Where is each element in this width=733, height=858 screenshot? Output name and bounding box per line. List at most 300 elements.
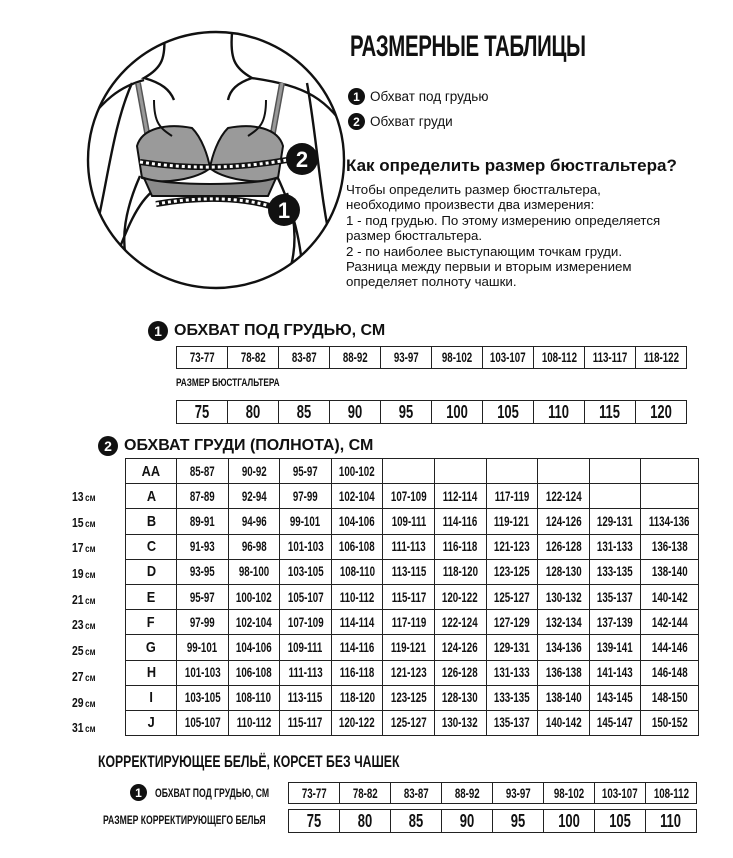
bust-range-cell [538, 710, 590, 735]
bust-range-cell [538, 459, 590, 484]
cup-difference-value: 31 [72, 720, 84, 736]
bust-range-cell [538, 610, 590, 635]
bust-range-cell [589, 459, 641, 484]
bust-range-cell [331, 685, 383, 710]
bra-size-cell-text: 105 [497, 401, 519, 422]
bust-range-cell-text: 115-117 [391, 589, 426, 605]
bust-range-cell-text: 127-129 [494, 614, 530, 630]
bust-range-cell [177, 509, 229, 534]
cup-difference-unit: см [85, 672, 96, 684]
section1-title: ОБХВАТ ПОД ГРУДЬЮ, СМ [174, 322, 386, 339]
bust-range-cell-text: 119-121 [391, 639, 427, 655]
how-to-line: Чтобы определить размер бюстгальтера, [346, 182, 601, 197]
bust-range-cell-text: 140-142 [651, 589, 688, 605]
cup-letter-cell-text: I [149, 689, 153, 707]
bust-range-cell-text: 95-97 [189, 589, 215, 605]
shapewear-range-cell [289, 783, 340, 804]
cup-letter-cell [126, 534, 177, 559]
bust-range-cell-text: 119-121 [494, 513, 530, 529]
bust-range-cell [177, 484, 229, 509]
bust-range-cell-text: 130-132 [545, 589, 582, 605]
bust-range-cell-text: 123-125 [390, 690, 427, 706]
bust-range-cell-text: 114-114 [339, 614, 375, 630]
bust-range-cell [538, 685, 590, 710]
bust-range-cell-text: 91-93 [189, 539, 215, 555]
bust-range-cell-text: 142-144 [651, 614, 688, 630]
shapewear-range-cell-text: 93-97 [505, 785, 531, 801]
bust-range-cell-text: 135-137 [597, 589, 633, 605]
bust-range-cell [383, 660, 435, 685]
underbust-range-cell [381, 347, 432, 369]
underbust-range-cell-text: 103-107 [490, 350, 526, 365]
bust-range-cell [434, 635, 486, 660]
bust-range-cell [228, 610, 280, 635]
bust-range-cell [538, 484, 590, 509]
shapewear-size-cell [391, 810, 442, 833]
bust-range-cell [177, 534, 229, 559]
shapewear-range-cell [595, 783, 646, 804]
underbust-range-cell [330, 347, 381, 369]
bust-range-cell-text: 107-109 [390, 488, 427, 504]
cup-letter-cell [126, 610, 177, 635]
bust-range-cell [434, 685, 486, 710]
bust-range-cell [228, 710, 280, 735]
bust-range-cell [331, 660, 383, 685]
bust-range-cell [228, 509, 280, 534]
cup-difference-value: 13 [72, 489, 84, 504]
underbust-range-cell-text: 108-112 [541, 350, 577, 365]
bust-range-cell-text: 101-103 [184, 665, 221, 681]
legend-item-underbust [348, 88, 488, 105]
bust-range-cell-text: 111-113 [391, 539, 426, 555]
bra-size-table [176, 400, 687, 424]
bra-size-cell [228, 401, 279, 424]
section1-heading [148, 321, 385, 341]
bust-range-cell-text: 126-128 [545, 539, 582, 555]
bust-range-cell [486, 484, 538, 509]
bust-range-cell-text: 118-120 [339, 690, 375, 706]
shapewear-range-cell-text: 88-92 [454, 785, 480, 801]
bra-size-cell-text: 95 [398, 401, 414, 422]
bust-range-cell-text: 99-101 [187, 639, 218, 655]
bust-range-cell-text: 105-107 [184, 715, 221, 731]
underbust-range-cell-text: 88-92 [342, 350, 368, 365]
bust-range-cell-text: 150-152 [651, 715, 688, 731]
bust-range-cell [331, 534, 383, 559]
bust-range-cell [383, 685, 435, 710]
cup-row [126, 660, 699, 685]
cup-difference-unit: см [85, 570, 96, 582]
legend-label: Обхват под грудью [370, 89, 489, 104]
bust-range-cell-text: 117-119 [391, 614, 426, 630]
bust-range-cell [641, 459, 698, 484]
underbust-range-cell [177, 347, 228, 369]
number-1-icon: 1 [148, 321, 168, 341]
bust-range-cell-text: 120-122 [339, 715, 375, 731]
bust-range-cell [383, 509, 435, 534]
cup-difference-label [72, 715, 101, 741]
how-to-line: 2 - по наиболее выступающим точкам груди. [346, 243, 623, 259]
bust-range-cell [280, 685, 332, 710]
bust-range-cell [228, 584, 280, 609]
bust-range-cell-text: 97-99 [189, 614, 215, 630]
bust-range-cell [228, 534, 280, 559]
bust-range-cell [383, 459, 435, 484]
bust-range-cell-text: 118-120 [442, 564, 478, 580]
bust-range-cell-text: 103-105 [184, 690, 221, 706]
bust-range-cell [331, 559, 383, 584]
cup-difference-value: 27 [72, 668, 84, 684]
cup-difference-unit: см [85, 698, 96, 710]
cup-difference-label [72, 612, 101, 638]
shapewear-size-cell-text: 100 [558, 810, 580, 831]
bust-range-cell [641, 610, 698, 635]
bust-range-cell-text: 136-138 [545, 665, 582, 681]
shapewear-size-cell [646, 810, 697, 833]
bust-range-cell-text: 137-139 [597, 614, 633, 630]
bust-range-cell [383, 584, 435, 609]
cup-row [126, 635, 699, 660]
how-to-line: определяет полноту чашки. [346, 274, 517, 290]
bust-range-cell-text: 107-109 [287, 614, 324, 630]
cup-difference-unit: см [85, 724, 96, 736]
bust-range-cell-text: 96-98 [241, 539, 267, 555]
bust-range-cell-text: 132-134 [545, 614, 582, 630]
bust-range-cell [486, 710, 538, 735]
shapewear-underbust-label-text: ОБХВАТ ПОД ГРУДЬЮ, СМ [155, 785, 270, 800]
how-to-line: размер бюстгальтера. [346, 228, 483, 244]
bust-range-cell-text: 102-104 [236, 614, 272, 630]
cup-letter-cell-text: G [146, 638, 156, 656]
bust-range-cell-text: 114-116 [339, 639, 375, 655]
bust-range-cell-text: 92-94 [241, 488, 267, 504]
bust-range-cell-text: 146-148 [651, 665, 688, 681]
bust-range-cell-text: 111-113 [288, 665, 323, 681]
bust-range-cell [538, 534, 590, 559]
cup-letter-cell-text: B [146, 512, 156, 530]
cup-row [126, 610, 699, 635]
bra-size-cell [330, 401, 381, 424]
bust-range-cell [486, 584, 538, 609]
bust-range-cell [331, 710, 383, 735]
bust-range-cell-text: 113-115 [391, 564, 426, 580]
bust-range-cell [434, 484, 486, 509]
shapewear-size-cell-text: 105 [609, 810, 631, 831]
bust-range-cell [434, 710, 486, 735]
shapewear-range-cell [646, 783, 697, 804]
bra-size-label-text: РАЗМЕР БЮСТГАЛЬТЕРА [176, 377, 280, 389]
bust-range-cell-text: 110-112 [236, 715, 272, 731]
how-to-text [346, 182, 731, 290]
cup-letter-cell-text: A [146, 487, 156, 505]
bust-range-cell-text: 103-105 [287, 564, 324, 580]
bust-range-cell-text: 106-108 [339, 539, 375, 555]
shapewear-size-cell-text: 90 [459, 810, 475, 831]
bra-measurement-illustration [82, 28, 350, 292]
underbust-range-cell-text: 73-77 [189, 350, 215, 365]
bust-range-cell [589, 559, 641, 584]
bust-range-cell [331, 635, 383, 660]
shapewear-size-cell [493, 810, 544, 833]
cup-row [126, 710, 699, 735]
bust-range-cell [177, 710, 229, 735]
shapewear-size-cell-text: 75 [306, 810, 322, 831]
bust-range-cell [280, 509, 332, 534]
bust-range-cell-text: 128-130 [442, 690, 479, 706]
cup-difference-label [72, 510, 101, 536]
bust-range-cell-text: 94-96 [241, 513, 267, 529]
cup-letter-cell [126, 509, 177, 534]
bust-range-cell-text: 138-140 [545, 690, 582, 706]
bust-range-cell [331, 584, 383, 609]
bust-range-cell-text: 106-108 [236, 665, 272, 681]
cup-difference-value: 25 [72, 643, 84, 659]
cup-letter-cell [126, 635, 177, 660]
bust-range-cell [177, 610, 229, 635]
underbust-range-cell [228, 347, 279, 369]
shapewear-range-cell-text: 78-82 [352, 785, 378, 801]
legend-item-bust [348, 113, 453, 130]
bust-range-cell-text: 141-143 [597, 665, 633, 681]
cup-difference-value: 15 [72, 514, 84, 530]
bra-size-cell [279, 401, 330, 424]
shapewear-size-cell-text: 80 [357, 810, 373, 831]
underbust-range-table [176, 346, 687, 369]
bust-range-cell-text: 112-114 [442, 488, 478, 504]
underbust-range-cell [585, 347, 636, 369]
cup-letter-cell-text: F [147, 613, 155, 631]
cup-difference-label [72, 690, 101, 716]
bust-range-cell [331, 610, 383, 635]
bust-range-cell [589, 635, 641, 660]
bust-range-cell-text: 129-131 [597, 513, 633, 529]
cup-row [126, 584, 699, 609]
bust-range-cell [280, 635, 332, 660]
number-2-icon: 2 [348, 113, 365, 130]
bra-size-cell-text: 110 [548, 401, 570, 422]
bra-size-cell-text: 75 [194, 401, 210, 422]
legend-label: Обхват груди [370, 114, 453, 129]
underbust-range-cell [636, 347, 687, 369]
shapewear-size-cell [595, 810, 646, 833]
bust-range-cell-text: 120-122 [442, 589, 479, 605]
bust-range-cell [641, 559, 698, 584]
cup-row [126, 534, 699, 559]
bust-range-cell-text: 145-147 [597, 715, 633, 731]
bust-range-cell-text: 109-111 [288, 639, 323, 655]
bust-range-cell [331, 484, 383, 509]
cup-difference-unit: см [85, 595, 96, 607]
bust-range-cell-text: 85-87 [189, 463, 215, 479]
cup-letter-cell-text: J [147, 714, 155, 732]
bra-size-cell [432, 401, 483, 424]
cup-letter-cell-text: AA [141, 462, 161, 480]
bust-range-cell [280, 584, 332, 609]
shapewear-range-cell-text: 108-112 [653, 785, 689, 801]
bust-range-cell [589, 509, 641, 534]
how-to-title: Как определить размер бюстгальтера? [346, 156, 677, 175]
shapewear-size-cell-text: 110 [660, 810, 682, 831]
underbust-range-cell [432, 347, 483, 369]
shapewear-size-cell [544, 810, 595, 833]
bust-range-cell [228, 484, 280, 509]
cup-difference-label [72, 587, 101, 613]
bust-range-cell [486, 635, 538, 660]
bust-range-cell [589, 710, 641, 735]
shapewear-range-table [288, 782, 697, 804]
cup-difference-unit: см [85, 621, 96, 633]
bust-range-cell [486, 509, 538, 534]
bust-range-cell-text: 131-133 [494, 665, 530, 681]
bra-size-cell [177, 401, 228, 424]
cup-letter-cell [126, 660, 177, 685]
bust-range-cell [177, 635, 229, 660]
bust-range-cell [434, 584, 486, 609]
underbust-range-cell-text: 93-97 [393, 350, 419, 365]
bust-range-cell-text: 113-115 [288, 690, 323, 706]
shapewear-range-row [289, 783, 697, 804]
bust-range-cell [280, 710, 332, 735]
cup-letter-cell [126, 584, 177, 609]
bust-range-cell-text: 148-150 [651, 690, 688, 706]
cup-difference-unit: см [85, 518, 96, 530]
bust-range-cell-text: 122-124 [545, 488, 582, 504]
underbust-range-cell-text: 83-87 [291, 350, 317, 365]
shapewear-range-cell-text: 98-102 [553, 785, 585, 801]
bust-range-cell [177, 584, 229, 609]
bust-range-cell-text: 100-102 [236, 589, 272, 605]
bra-size-cell [483, 401, 534, 424]
cup-letter-cell [126, 559, 177, 584]
bust-range-cell [434, 559, 486, 584]
shapewear-range-cell [544, 783, 595, 804]
bust-range-cell [486, 610, 538, 635]
shapewear-range-cell [391, 783, 442, 804]
shapewear-size-table [288, 809, 697, 833]
bust-range-cell-text: 95-97 [293, 463, 318, 479]
bust-range-cell [641, 660, 698, 685]
cup-letter-cell-text: D [146, 563, 156, 581]
bra-size-cell-text: 120 [650, 401, 672, 422]
bust-range-cell-text: 115-117 [288, 715, 323, 731]
bust-range-cell-text: 133-135 [494, 690, 530, 706]
section3-title-text: КОРРЕКТИРУЮЩЕЕ БЕЛЬЁ, КОРСЕТ БЕЗ ЧАШЕК [98, 752, 400, 771]
bust-range-cell [486, 534, 538, 559]
bust-range-cell-text: 125-127 [494, 589, 530, 605]
bust-range-cell [641, 710, 698, 735]
number-1-icon: 1 [130, 784, 147, 801]
bust-range-cell-text: 108-110 [339, 564, 375, 580]
section2-title: ОБХВАТ ГРУДИ (ПОЛНОТА), СМ [124, 437, 374, 454]
bust-range-cell-text: 131-133 [597, 539, 633, 555]
bust-range-cell-text: 122-124 [442, 614, 479, 630]
bust-range-cell-text: 89-91 [189, 513, 215, 529]
bust-range-cell [589, 534, 641, 559]
svg-text:1: 1 [277, 198, 291, 223]
cup-row [126, 509, 699, 534]
cup-letter-cell-text: C [146, 538, 156, 556]
shapewear-range-cell-text: 83-87 [403, 785, 429, 801]
underbust-range-cell-text: 78-82 [240, 350, 266, 365]
bust-range-cell [641, 509, 698, 534]
bra-size-cell [585, 401, 636, 424]
cup-letter-cell [126, 484, 177, 509]
how-to-line: 1 - под грудью. По этому измерению определяется [346, 212, 661, 228]
bust-range-cell-text: 93-95 [189, 564, 215, 580]
svg-text:2: 2 [295, 147, 309, 172]
bust-range-cell-text: 128-130 [545, 564, 582, 580]
bust-range-cell [331, 459, 383, 484]
bust-fullness-table [125, 458, 699, 736]
bust-range-cell-text: 97-99 [293, 488, 318, 504]
number-2-icon: 2 [98, 436, 118, 456]
bust-range-cell [280, 559, 332, 584]
bust-range-cell [589, 610, 641, 635]
section2-heading [98, 436, 373, 456]
shapewear-range-cell [493, 783, 544, 804]
marker-2-icon [286, 143, 318, 175]
bust-range-cell-text: 138-140 [651, 564, 688, 580]
how-to-line: Разница между первыи и вторым измерением [346, 259, 632, 275]
cup-letter-cell [126, 685, 177, 710]
bust-range-cell [538, 635, 590, 660]
bust-range-cell-text: 136-138 [651, 539, 688, 555]
bra-size-cell [636, 401, 687, 424]
bust-range-cell [177, 559, 229, 584]
cup-row [126, 559, 699, 584]
bust-range-cell [177, 660, 229, 685]
shapewear-size-cell-text: 85 [408, 810, 424, 831]
cup-difference-value: 23 [72, 617, 84, 633]
bust-range-cell-text: 126-128 [442, 665, 479, 681]
bra-size-cell [534, 401, 585, 424]
bust-range-cell-text: 110-112 [339, 589, 375, 605]
bust-range-cell-text: 98-100 [238, 564, 270, 580]
bra-size-row [177, 401, 687, 424]
bra-size-cell-text: 115 [599, 401, 621, 422]
bust-range-cell-text: 129-131 [494, 639, 530, 655]
cup-difference-unit: см [85, 647, 96, 659]
cup-difference-value: 17 [72, 540, 84, 556]
bust-range-cell [486, 685, 538, 710]
bust-range-cell-text: 123-125 [494, 564, 530, 580]
bust-range-cell-text: 116-118 [339, 665, 375, 681]
bust-range-cell [641, 484, 698, 509]
cup-difference-labels [72, 484, 101, 741]
bust-range-cell [228, 685, 280, 710]
cup-letter-cell [126, 710, 177, 735]
bust-range-cell [280, 534, 332, 559]
bust-range-cell-text: 116-118 [442, 539, 478, 555]
bust-range-cell [280, 660, 332, 685]
shapewear-range-cell-text: 73-77 [301, 785, 327, 801]
shapewear-size-cell-text: 95 [510, 810, 526, 831]
underbust-range-cell [279, 347, 330, 369]
cup-difference-label [72, 561, 101, 587]
cup-letter-cell-text: H [146, 664, 156, 682]
bust-range-cell [383, 559, 435, 584]
bust-range-cell [641, 685, 698, 710]
bust-range-cell [228, 459, 280, 484]
bust-range-cell-text: 109-111 [391, 513, 426, 529]
bust-range-cell [589, 484, 641, 509]
bust-range-cell-text: 114-116 [442, 513, 478, 529]
bust-range-cell [280, 459, 332, 484]
underbust-range-row [177, 347, 687, 369]
bust-range-cell-text: 143-145 [597, 690, 633, 706]
page-title-text: РАЗМЕРНЫЕ ТАБЛИЦЫ [350, 30, 586, 63]
bust-range-cell-text: 125-127 [390, 715, 427, 731]
